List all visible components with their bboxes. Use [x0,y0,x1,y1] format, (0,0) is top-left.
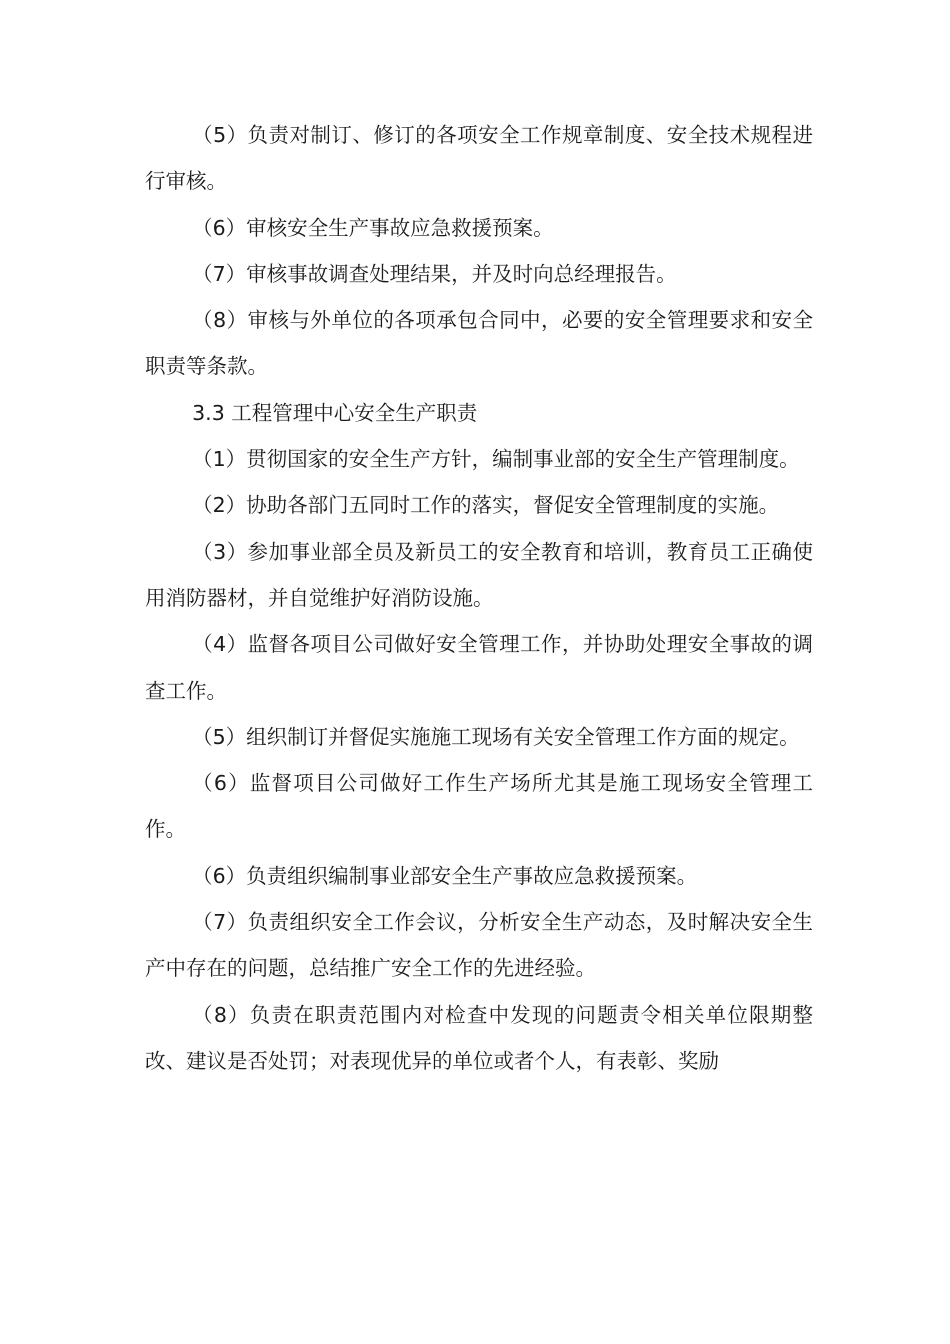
paragraph-item-7-safety-meetings: （7）负责组织安全工作会议，分析安全生产动态，及时解决安全生产中存在的问题，总结推广安全工作的先进经验。 [145,910,813,981]
paragraph-item-5-site-regulations: （5）组织制订并督促实施施工现场有关安全管理工作方面的规定。 [192,724,800,749]
paragraph-item-5-review-regulations: （5）负责对制订、修订的各项安全工作规章制度、安全技术规程进行审核。 [145,123,813,194]
paragraph-item-6-review-emergency-plan: （6）审核安全生产事故应急救援预案。 [192,215,554,240]
paragraph-item-8-rectification: （8）负责在职责范围内对检查中发现的问题责令相关单位限期整改、建议是否处罚；对表现优异的单位或者个人，有表彰、奖励 [145,1002,813,1073]
paragraph-item-6-supervise-site: （6）监督项目公司做好工作生产场所尤其是施工现场安全管理工作。 [145,771,813,842]
section-heading-3-3: 3.3 工程管理中心安全生产职责 [192,400,478,425]
paragraph-item-2-assist-departments: （2）协助各部门五同时工作的落实，督促安全管理制度的实施。 [192,493,780,518]
paragraph-item-7-review-accident-results: （7）审核事故调查处理结果，并及时向总经理报告。 [192,261,677,286]
document-body [145,112,813,1084]
paragraph-item-6-compile-emergency-plan: （6）负责组织编制事业部安全生产事故应急救援预案。 [192,863,698,888]
paragraph-item-1-implement-policy: （1）贯彻国家的安全生产方针，编制事业部的安全生产管理制度。 [192,447,800,472]
paragraph-item-3-safety-training: （3）参加事业部全员及新员工的安全教育和培训，教育员工正确使用消防器材，并自觉维护好消防设施。 [145,539,813,610]
paragraph-item-8-review-contracts: （8）审核与外单位的各项承包合同中，必要的安全管理要求和安全职责等条款。 [145,308,813,379]
paragraph-item-4-supervise-projects: （4）监督各项目公司做好安全管理工作，并协助处理安全事故的调查工作。 [145,632,813,703]
